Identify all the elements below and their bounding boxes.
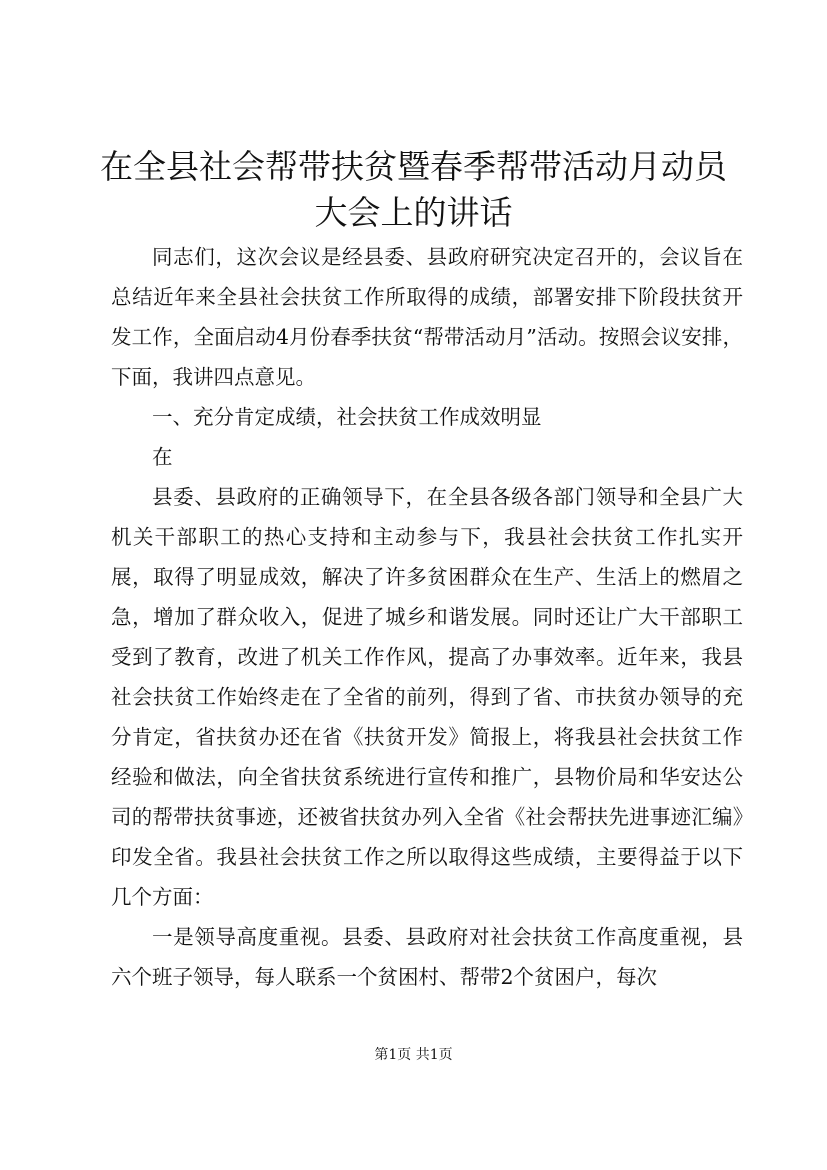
paragraph-fragment: 在 <box>152 445 173 469</box>
page-number: 第1页 共1页 <box>374 1047 453 1063</box>
document-title: 在全县社会帮带扶贫暨春季帮带活动月动员大会上的讲话 <box>100 147 727 232</box>
paragraph-leadership: 一是领导高度重视。县委、县政府对社会扶贫工作高度重视，县六个班子领导，每人联系一个贫困村、帮带2个贫困户，每次 <box>111 925 743 989</box>
section-heading-1: 一、充分肯定成绩，社会扶贫工作成效明显 <box>152 405 542 429</box>
page-footer <box>0 1045 827 1065</box>
paragraph-achievements: 县委、县政府的正确领导下，在全县各级各部门领导和全县广大机关干部职工的热心支持和主动参与下，我县社会扶贫工作扎实开展，取得了明显成效，解决了许多贫困群众在生产、生活上的燃眉之急，增加了群众收入，促进了城乡和谐发展。同时还让广大干部职工受到了教育，改进了机关工作作风，提高了办事效率。近年来，我县社会扶贫工作始终走在了全省的前列，得到了省、市扶贫办领导的充分肯定，省扶贫办还在省《扶贫开发》简报上，将我县社会扶贫工作经验和做法，向全省扶贫系统进行宣传和推广，县物价局和华安达公司的帮带扶贫事迹，还被省扶贫办列入全省《社会帮扶先进事迹汇编》印发全省。我县社会扶贫工作之所以取得这些成绩，主要得益于以下几个方面： <box>111 485 743 909</box>
paragraph-intro: 同志们，这次会议是经县委、县政府研究决定召开的，会议旨在总结近年来全县社会扶贫工作所取得的成绩，部署安排下阶段扶贫开发工作，全面启动4月份春季扶贫“帮带活动月”活动。按照会议安排，下面，我讲四点意见。 <box>111 245 743 389</box>
document-body <box>111 237 743 997</box>
